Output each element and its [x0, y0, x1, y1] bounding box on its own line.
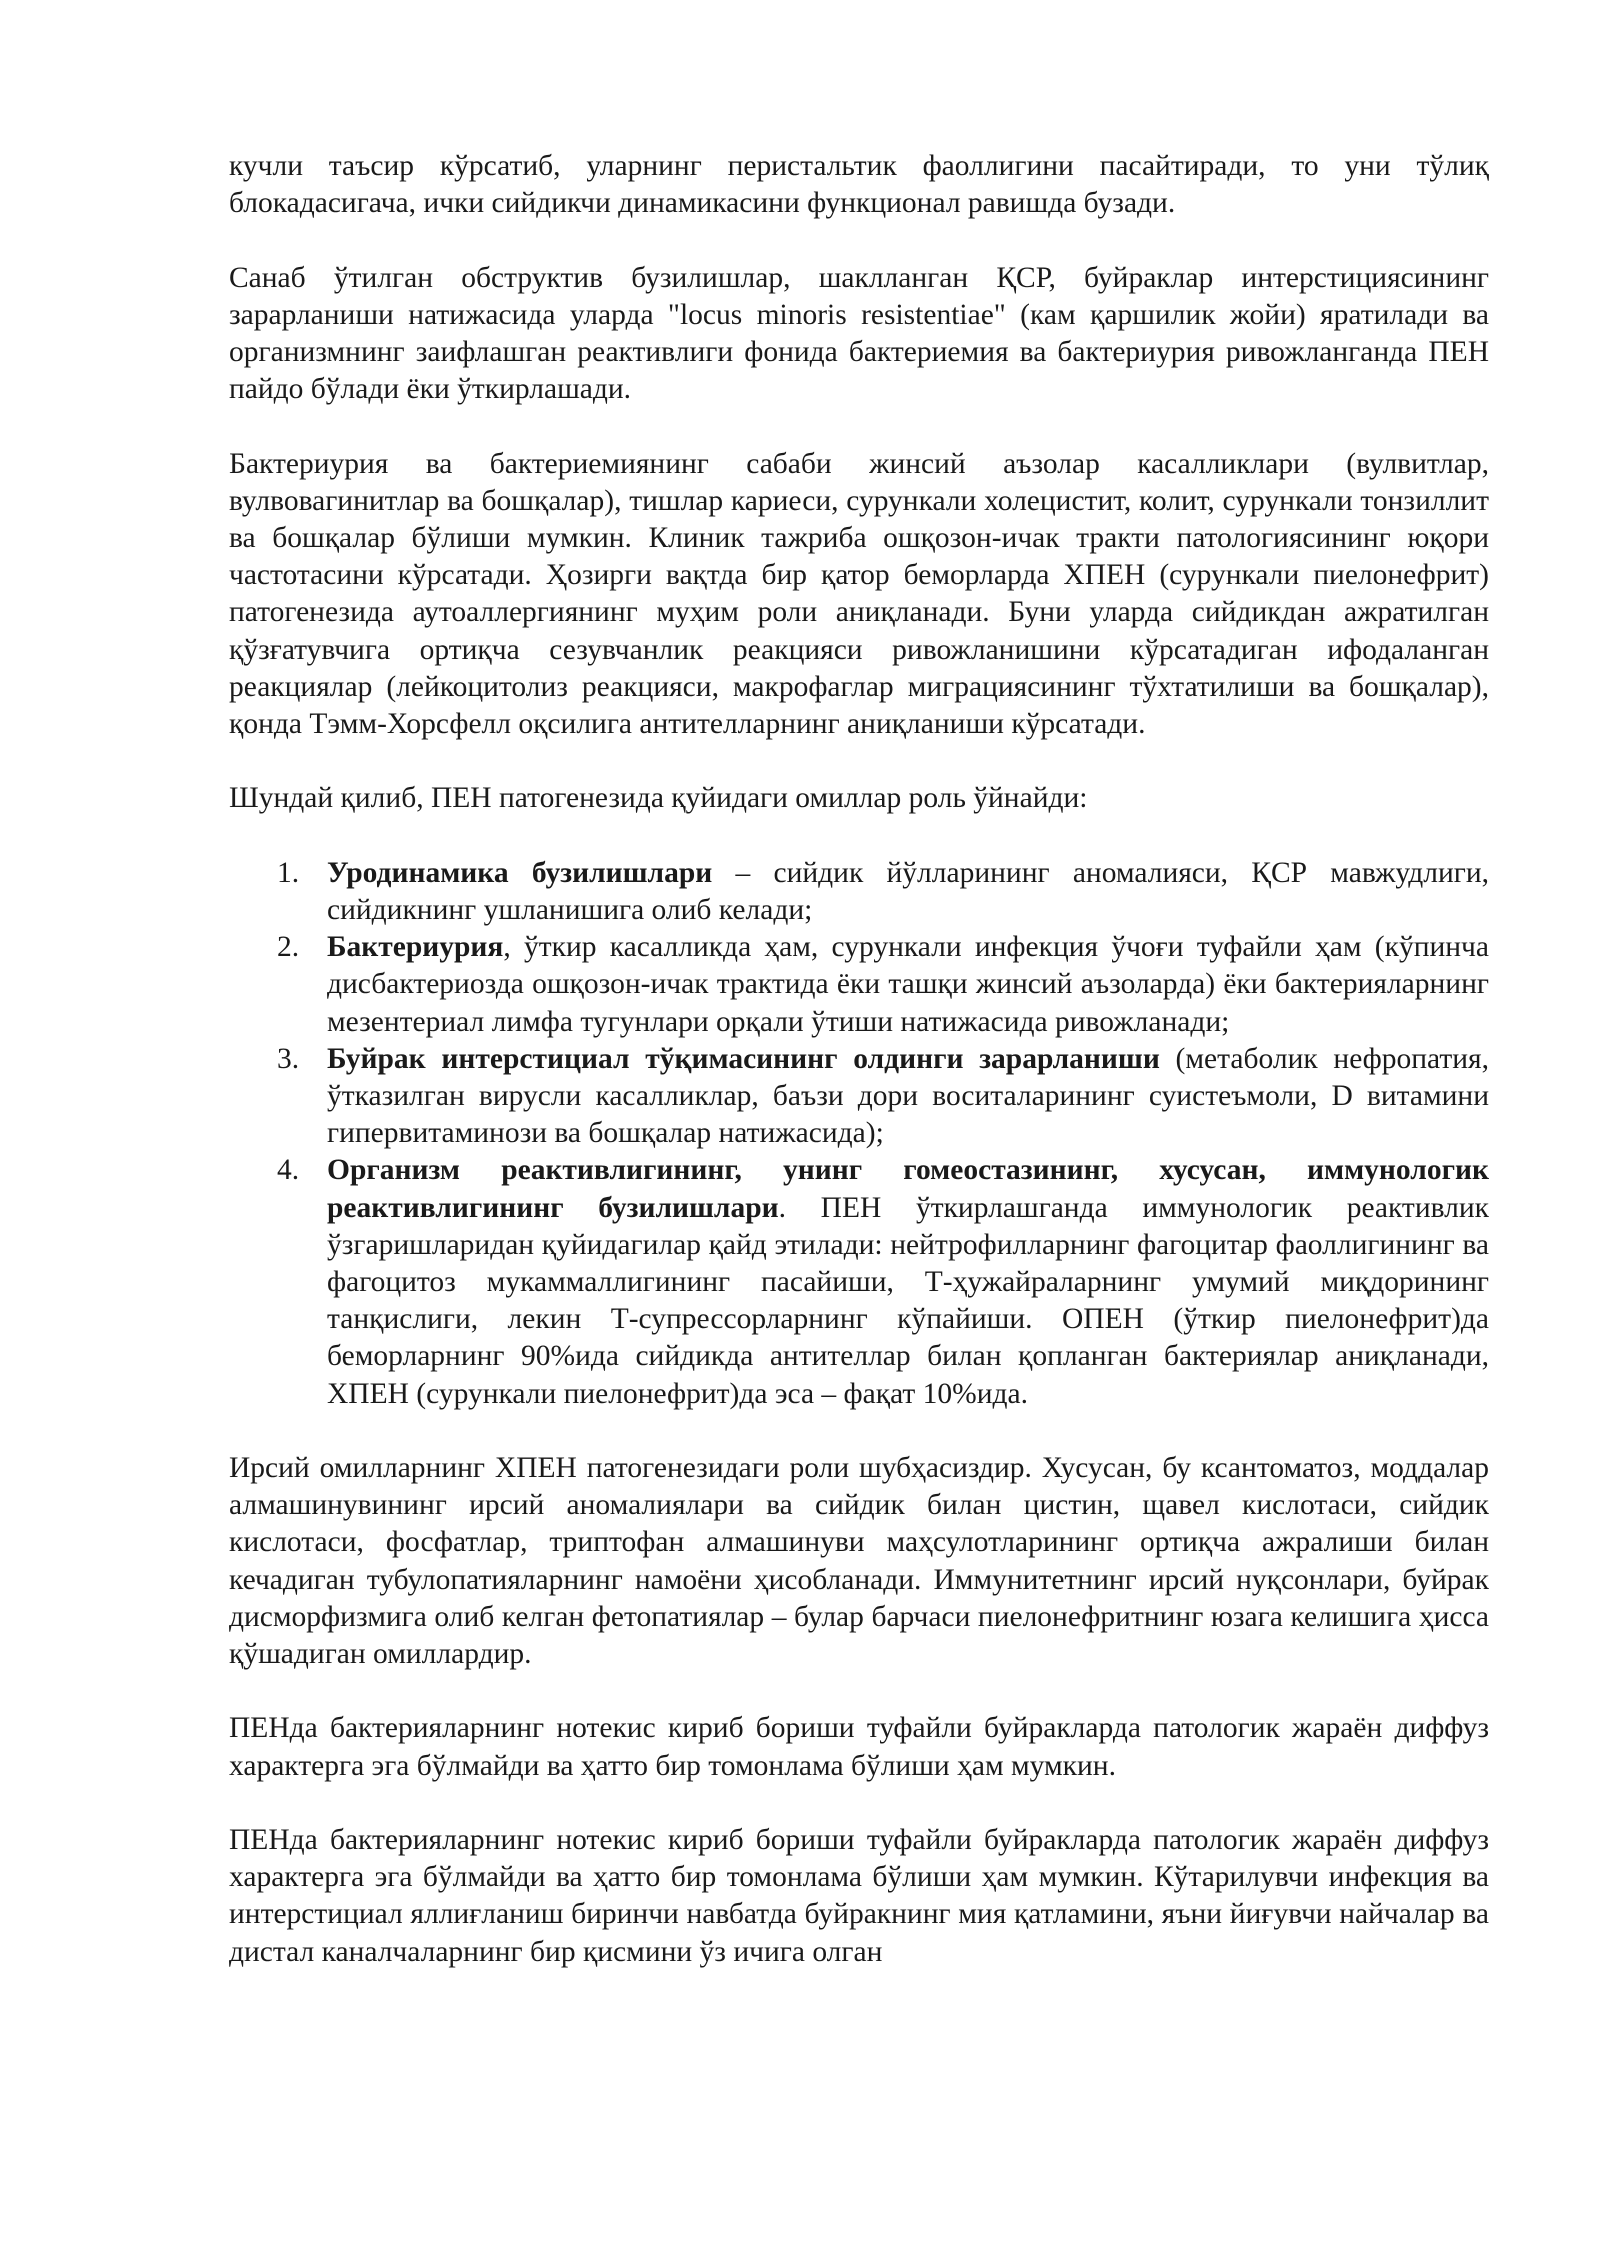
list-item: [229, 929, 1489, 1041]
paragraph-ascending-infection: ПЕНда бактерияларнинг нотекис кириб бориши туфайли буйракларда патологик жараён диффуз характерга эга бўлмайди ва ҳатто бир томонлама бўлиши ҳам мумкин. Кўтарилувчи инфекция ва интерстициал яллиғланиш биринчи навбатда буйракнинг мия қатламини, яъни йиғувчи найчалар ва дистал каналчаларнинг бир қисмини ўз ичига олган: [229, 1824, 1489, 1968]
factors-list: [229, 855, 1489, 1413]
list-item-number: 2.: [277, 931, 300, 964]
list-item-term: Организм реактивлигининг, унинг гомеостазининг, хусусан, иммунологик реактивлигининг бузилишлари: [327, 1154, 1489, 1224]
paragraph-hereditary-factors: Ирсий омилларнинг ХПЕН патогенезидаги роли шубҳасиздир. Хусусан, бу ксантоматоз, моддалар алмашинувининг ирсий аномалиялари ва сийдик билан цистин, щавел кислотаси, сийдик кислотаси, фосфатлар, триптофан алмашинуви маҳсулотларининг ортиқча ажралиши билан кечадиган тубулопатияларнинг намоёни ҳисобланади. Иммунитетнинг ирсий нуқсонлари, буйрак дисморфизмига олиб келган фетопатиялар – булар барчаси пиелонефритнинг юзага келишига ҳисса қўшадиган омиллардир.: [229, 1452, 1489, 1671]
list-item: [229, 855, 1489, 929]
list-item: [229, 1041, 1489, 1153]
document-page: [229, 148, 1489, 2008]
list-item-term: Уродинамика бузилишлари: [327, 856, 713, 889]
list-item-text: . ПЕН ўткирлашганда иммунологик реактивлик ўзгаришларидан қуйидагилар қайд этилади: нейтрофилларнинг фагоцитар фаоллигининг ва фагоцитоз мукаммаллигининг пасайиши, Т-ҳужайраларнинг умумий миқдорининг танқислиги, лекин Т-супрессорларнинг кўпайиши. ОПЕН (ўткир пиелонефрит)да беморларнинг 90%ида сийдикда антителлар билан қопланган бактериялар аниқланади, ХПЕН (сурункали пиелонефрит)да эса – фақат 10%ида.: [327, 1191, 1489, 1410]
paragraph-uneven-penetration: ПЕНда бактерияларнинг нотекис кириб бориши туфайли буйракларда патологик жараён диффуз характерга эга бўлмайди ва ҳатто бир томонлама бўлиши ҳам мумкин.: [229, 1712, 1489, 1782]
paragraph-locus-minoris: Санаб ўтилган обструктив бузилишлар, шаклланган ҚСР, буйраклар интерстициясининг зарарланиши натижасида уларда "locus minoris resistentiae" (кам қаршилик жойи) яратилади ва организмнинг заифлашган реактивлиги фонида бактериемия ва бактериурия ривожланганда ПЕН пайдо бўлади ёки ўткирлашади.: [229, 261, 1489, 406]
paragraph-peristalsis: кучли таъсир кўрсатиб, уларнинг перистальтик фаоллигини пасайтиради, то уни тўлиқ блокадасигача, ички сийдикчи динамикасини функционал равишда бузади.: [229, 150, 1489, 220]
list-item-number: 1.: [277, 856, 300, 889]
list-item-number: 3.: [277, 1042, 300, 1075]
list-item: [229, 1152, 1489, 1412]
paragraph-bacteriuria-causes: Бактериурия ва бактериемиянинг сабаби жинсий аъзолар касалликлари (вулвитлар, вулвовагинитлар ва бошқалар), тишлар кариеси, сурункали холецистит, колит, сурункали тонзиллит ва бошқалар бўлиши мумкин. Клиник тажриба ошқозон-ичак тракти патологиясининг юқори частотасини кўрсатади. Ҳозирги вақтда бир қатор беморларда ХПЕН (сурункали пиелонефрит) патогенезида аутоаллергиянинг муҳим роли аниқланади. Буни уларда сийдикдан ажратилган қўзғатувчига ортиқча сезувчанлик реакцияси ривожланишини кўрсатадиган ифодаланган реакциялар (лейкоцитолиз реакцияси, макрофаглар миграциясининг тўхтатилиши ва бошқалар), қонда Тэмм-Хорсфелл оқсилига антителларнинг аниқланиши кўрсатади.: [229, 447, 1489, 741]
paragraph-factors-intro: Шундай қилиб, ПЕН патогенезида қуйидаги омиллар роль ўйнайди:: [229, 782, 1088, 815]
list-item-number: 4.: [277, 1154, 300, 1187]
list-item-text: (метаболик нефропатия, ўтказилган вирусли касалликлар, баъзи дори воситаларининг суистеъмоли, D витамини гипервитаминози ва бошқалар натижасида);: [327, 1042, 1489, 1150]
list-item-term: Бактериурия: [327, 931, 504, 964]
list-item-text: – сийдик йўлларининг аномалияси, ҚСР мавжудлиги, сийдикнинг ушланишига олиб келади;: [327, 856, 1489, 926]
list-item-term: Буйрак интерстициал тўқимасининг олдинги зарарланиши: [327, 1042, 1160, 1075]
list-item-text: , ўткир касалликда ҳам, сурункали инфекция ўчоғи туфайли ҳам (кўпинча дисбактериозда ошқозон-ичак трактида ёки ташқи жинсий аъзоларда) ёки бактерияларнинг мезентериал лимфа тугунлари орқали ўтиши натижасида ривожланади;: [327, 931, 1489, 1038]
